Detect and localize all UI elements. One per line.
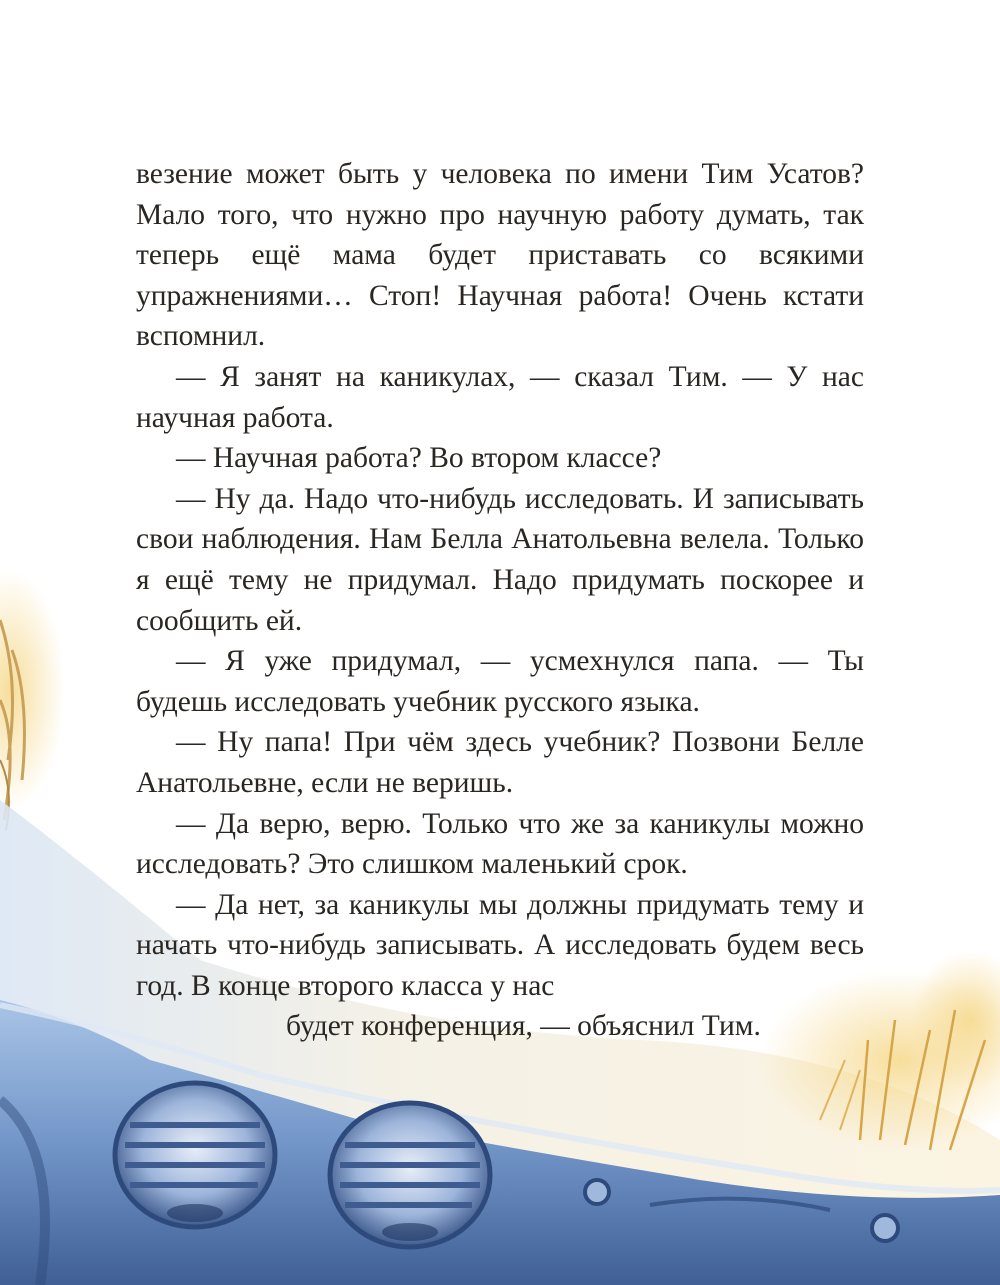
paragraph-5: — Я уже придумал, — усмехнулся папа. — Ты будешь исследовать учебник русского языка. — [136, 645, 864, 718]
paragraph-6: — Ну папа! При чём здесь учебник? Позвони Белле Анатольевне, если не веришь. — [136, 726, 864, 799]
left-tree-illustration — [0, 570, 65, 830]
paragraph-8: — Да нет, за каникулы мы должны придумать тему и начать что-нибудь записывать. А исследовать будем весь год. В конце второго класса у нас — [136, 888, 864, 1002]
paragraph-1: везение может быть у человека по имени Тим Усатов? Мало того, что нужно про научную работу думать, так теперь ещё мама будет приставать со всякими упражнениями… Стоп! Научная работа! Очень кстати вспомнил. — [136, 158, 864, 353]
paragraph-8-tail: будет конференция, — объяснил Тим. — [286, 1010, 761, 1043]
paragraph-2: — Я занят на каникулах, — сказал Тим. — У нас научная работа. — [136, 360, 864, 434]
story-text — [136, 154, 864, 1047]
air-vent-left-icon — [115, 1083, 275, 1227]
paragraph-7: — Да верю, верю. Только что же за каникулы можно исследовать? Это слишком маленький срок. — [136, 807, 864, 881]
paragraph-3: — Научная работа? Во втором классе? — [176, 442, 662, 475]
air-vent-right-icon — [330, 1103, 490, 1247]
paragraph-4: — Ну да. Надо что-нибудь исследовать. И записывать свои наблюдения. Нам Белла Анатольевна велела. Только я ещё тему не придумал. Надо придумать поскорее и сообщить ей. — [136, 482, 864, 637]
